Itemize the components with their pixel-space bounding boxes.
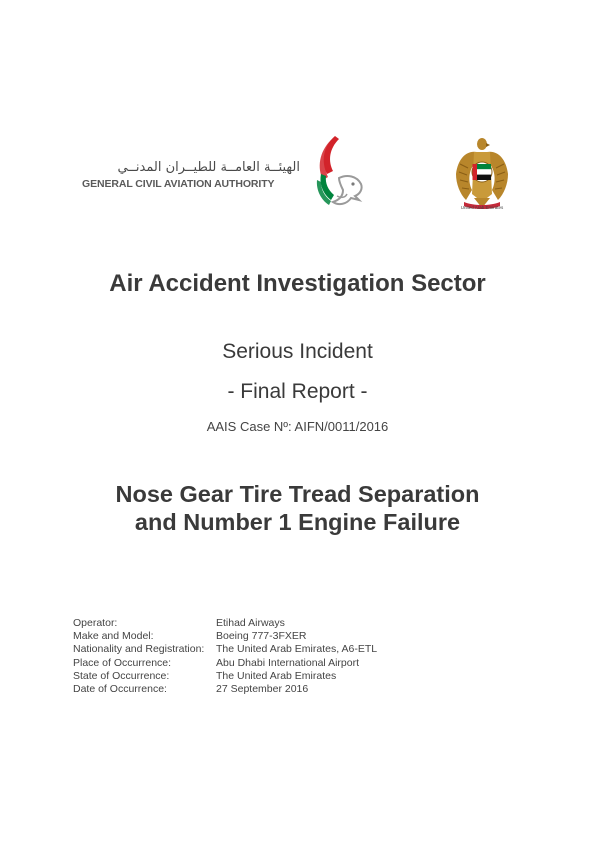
report-title-line-2: and Number 1 Engine Failure — [134, 509, 461, 535]
uae-emblem-icon — [452, 134, 512, 214]
uae-emblem-caption: United Arab Emirates — [460, 205, 504, 210]
report-title-line-1: Nose Gear Tire Tread Separation — [115, 481, 480, 507]
gcaa-arabic-name: الهيئــة العامــة للطيــران المدنــي — [117, 160, 300, 175]
detail-value: Etihad Airways — [216, 617, 285, 629]
gcaa-english-name: GENERAL CIVIL AVIATION AUTHORITY — [82, 178, 275, 190]
detail-row-state — [73, 670, 533, 683]
detail-row-date — [73, 683, 533, 696]
detail-value: The United Arab Emirates, A6-ETL — [216, 643, 378, 656]
case-number: AAIS Case Nº: AIFN/0011/2016 — [206, 419, 389, 434]
detail-value: The United Arab Emirates — [216, 669, 337, 682]
gcaa-falcon-icon — [313, 134, 368, 212]
detail-value: 27 September 2016 — [216, 683, 309, 696]
gcaa-logo — [80, 134, 370, 214]
detail-label: Place of Occurrence: — [73, 656, 172, 669]
occurrence-details — [73, 617, 533, 696]
detail-label: State of Occurrence: — [73, 669, 170, 682]
detail-row-make-model — [73, 630, 533, 643]
detail-label: Nationality and Registration: — [73, 643, 205, 656]
detail-row-place — [73, 657, 533, 670]
detail-row-operator — [73, 617, 533, 630]
detail-label: Date of Occurrence: — [73, 683, 167, 696]
report-title — [0, 480, 595, 536]
detail-label: Operator: — [73, 617, 118, 629]
report-type: - Final Report - — [227, 380, 368, 403]
incident-type: Serious Incident — [222, 340, 373, 363]
detail-label: Make and Model: — [73, 630, 154, 643]
detail-value: Boeing 777-3FXER — [216, 630, 307, 643]
detail-value: Abu Dhabi International Airport — [216, 656, 360, 669]
detail-row-registration — [73, 643, 533, 656]
sector-title: Air Accident Investigation Sector — [109, 270, 486, 297]
